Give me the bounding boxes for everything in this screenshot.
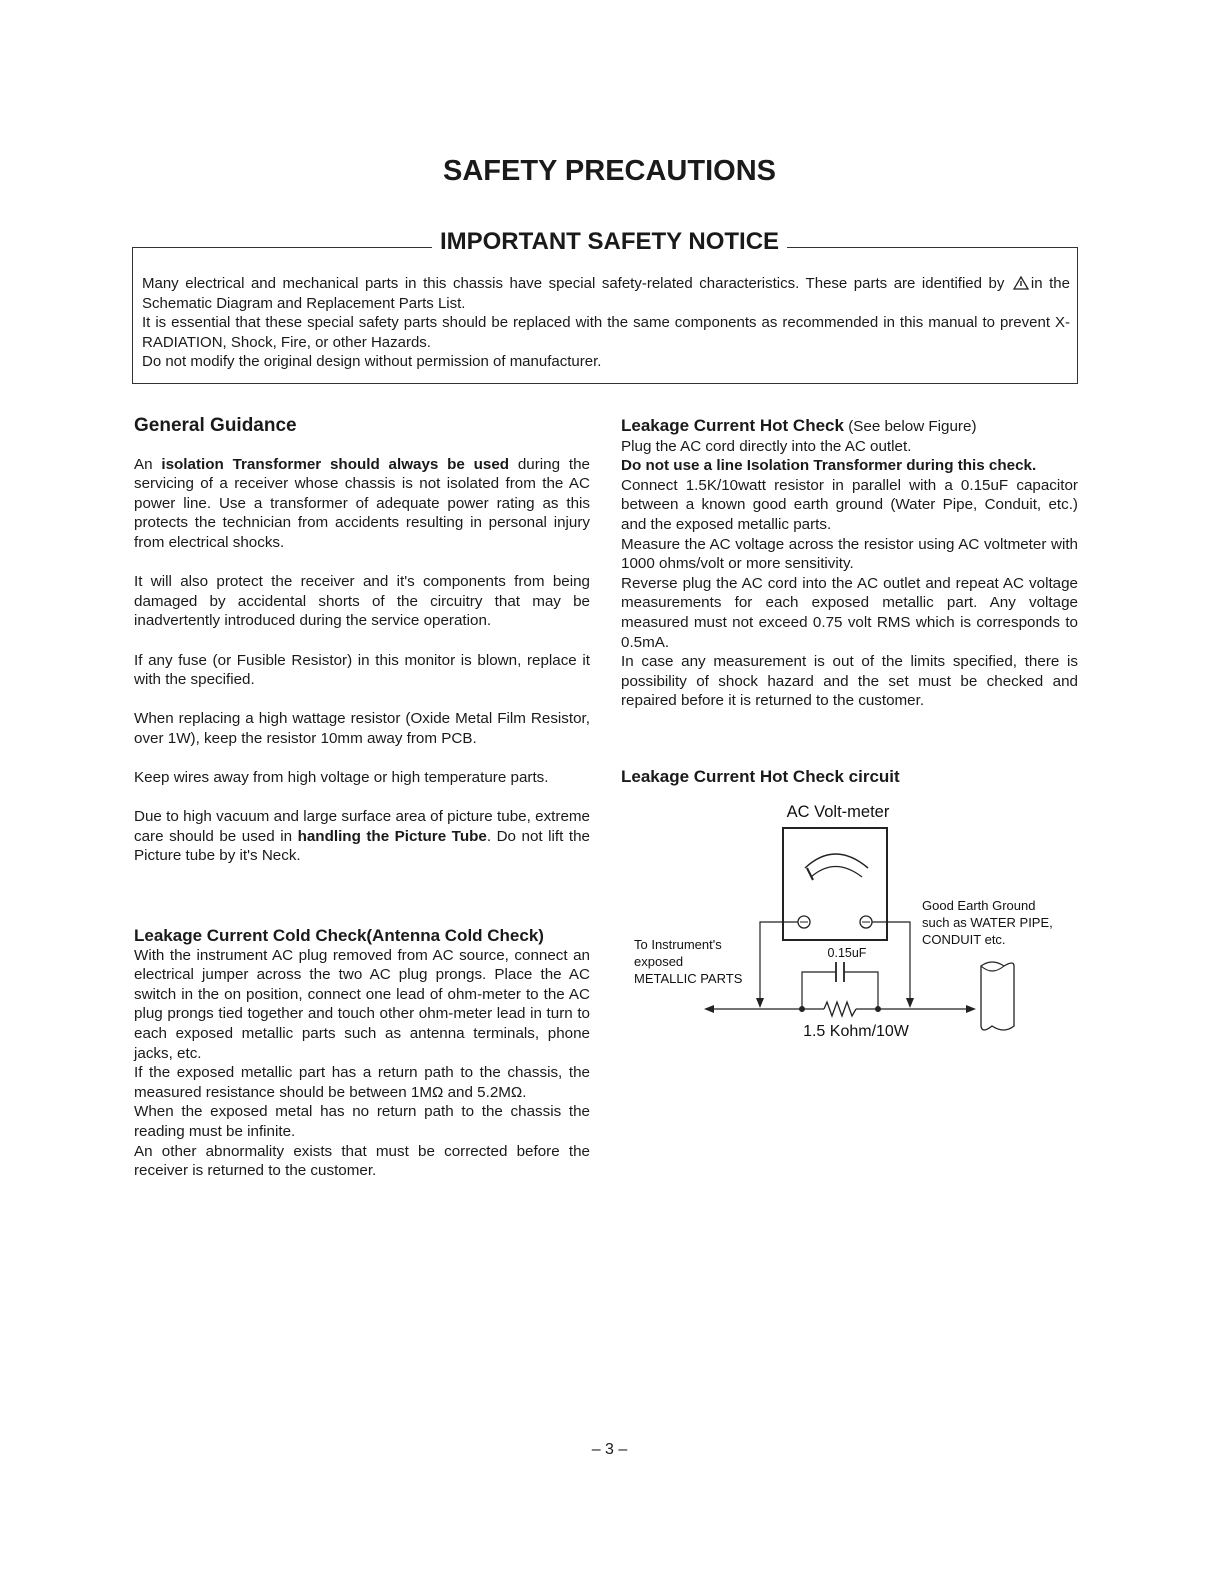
general-paragraph-6 <box>134 807 590 866</box>
hot-check-warning: Do not use a line Isolation Transformer during this check. <box>621 457 1037 475</box>
hot-check-paragraph-5: Reverse plug the AC cord into the AC outlet and repeat AC voltage measurements for each exposed metallic part. Any voltage measured must not exceed 0.75 volt RMS which is corresponds to 0.5mA. <box>621 574 1078 651</box>
arrow-right-end <box>966 1005 976 1013</box>
notice-line-1-text: Many electrical and mechanical parts in this chassis have special safety-related characteristics. These parts are identified by <box>142 275 1005 292</box>
circuit-heading: Leakage Current Hot Check circuit <box>621 767 900 786</box>
resistor-label: 1.5 Kohm/10W <box>803 1023 909 1040</box>
notice-heading <box>0 228 1219 256</box>
wire-left-terminal <box>760 922 798 1000</box>
left-label-line-3: METALLIC PARTS <box>634 971 743 986</box>
hot-check-title-line <box>621 416 1078 437</box>
page-number: – 3 – <box>591 1441 628 1458</box>
gp1-bold: isolation Transformer should always be used <box>161 455 510 473</box>
page-title: SAFETY PRECAUTIONS <box>442 155 776 187</box>
left-label-line-2: exposed <box>634 954 684 969</box>
notice-line-1-tail: in the Schematic Diagram and Replacement Parts List. <box>142 275 1070 312</box>
notice-text <box>142 274 1070 372</box>
cold-check-paragraph-1: With the instrument AC plug removed from AC source, connect an electrical jumper across the two AC plug prongs. Place the AC switch in the on position, connect one lead of ohm-meter to the AC plug prongs tied together and touch other ohm-meter lead in turn to each exposed metallic parts such as antenna terminals, phone jacks, etc. <box>134 946 590 1062</box>
cold-check-section <box>134 926 590 1181</box>
cold-check-paragraph-3: When the exposed metal has no return path to the chassis the reading must be infinite. <box>134 1103 590 1140</box>
hot-check-paragraph-1: Plug the AC cord directly into the AC outlet. <box>621 437 912 455</box>
general-paragraph-3: If any fuse (or Fusible Resistor) in this monitor is blown, replace it with the specified. <box>134 651 590 689</box>
gp6-bold: handling the Picture Tube <box>297 827 487 845</box>
notice-line-1 <box>142 274 1070 313</box>
left-label-line-1: To Instrument's <box>634 937 722 952</box>
notice-line-2: It is essential that these special safety parts should be replaced with the same components as recommended in this manual to prevent X-RADIATION, Shock, Fire, or other Hazards. <box>142 314 1070 351</box>
cold-check-paragraph-2: If the exposed metallic part has a return path to the chassis, the measured resistance should be between 1MΩ and 5.2MΩ. <box>134 1064 590 1101</box>
meter-gauge-arc-inner <box>811 867 862 878</box>
arrow-down-left <box>756 998 764 1008</box>
general-paragraph-1 <box>134 455 590 553</box>
hot-check-paragraph-2 <box>621 456 1078 476</box>
right-label-line-2: such as WATER PIPE, <box>922 915 1053 930</box>
hot-check-heading-note: (See below Figure) <box>848 418 977 435</box>
earth-pipe-icon <box>981 962 1014 1030</box>
meter-label: AC Volt-meter <box>786 803 890 821</box>
earth-pipe-top-curve <box>981 966 1004 971</box>
hot-check-circuit-diagram <box>620 798 1080 1048</box>
hot-check-paragraph-6: In case any measurement is out of the limits specified, there is possibility of shock hazard and the set must be checked and repaired before it is returned to the customer. <box>621 653 1078 710</box>
notice-line-3: Do not modify the original design without permission of manufacturer. <box>142 353 602 371</box>
general-guidance-section <box>134 416 590 866</box>
general-paragraph-2: It will also protect the receiver and it's components from being damaged by accidental shorts of the circuitry that may be inadvertently introduced during the service operation. <box>134 573 590 630</box>
circuit-heading-block <box>621 767 1078 787</box>
arrow-down-right <box>906 998 914 1008</box>
gp1-pre: An <box>134 455 153 473</box>
general-guidance-heading: General Guidance <box>134 415 297 436</box>
gp6-pre: Due to high vacuum and large surface area of picture tube, extreme care should be used in <box>134 808 590 845</box>
general-paragraph-4: When replacing a high wattage resistor (Oxide Metal Film Resistor, over 1W), keep the resistor 10mm away from PCB. <box>134 710 590 747</box>
hot-check-heading: Leakage Current Hot Check <box>621 416 844 435</box>
right-label-line-1: Good Earth Ground <box>922 898 1036 913</box>
cold-check-heading: Leakage Current Cold Check(Antenna Cold Check) <box>134 926 544 945</box>
hot-check-paragraph-4: Measure the AC voltage across the resistor using AC voltmeter with 1000 ohms/volt or more sensitivity. <box>621 535 1078 573</box>
general-paragraph-5: Keep wires away from high voltage or high temperature parts. <box>134 769 549 787</box>
gp6-post: . Do not lift the Picture tube by it's Neck. <box>134 827 590 865</box>
notice-heading-text: IMPORTANT SAFETY NOTICE <box>432 228 787 255</box>
warning-triangle-icon <box>1013 276 1029 290</box>
arrow-left-end <box>704 1005 714 1013</box>
right-label-line-3: CONDUIT etc. <box>922 932 1006 947</box>
meter-needle <box>807 868 813 880</box>
hot-check-paragraph-3: Connect 1.5K/10watt resistor in parallel with a 0.15uF capacitor between a known good earth ground (Water Pipe, Conduit, etc.) and the exposed metallic parts. <box>621 476 1078 533</box>
cold-check-paragraph-4: An other abnormality exists that must be corrected before the receiver is returned to the customer. <box>134 1142 590 1180</box>
hot-check-section <box>621 416 1078 711</box>
capacitor-label: 0.15uF <box>827 946 867 960</box>
gp1-post: during the servicing of a receiver whose chassis is not isolated from the AC power line. Use a transformer of adequate power rating as this protects the technician from accidents resulting in personal injury from electrical shocks. <box>134 455 590 551</box>
